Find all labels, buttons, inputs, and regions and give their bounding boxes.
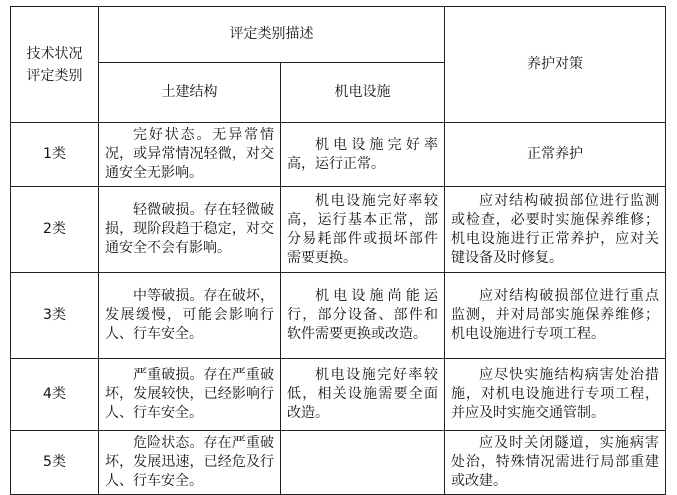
row-civil-text: 轻微破损。存在轻微破损，现阶段趋于稳定，对交通安全不会有影响。 xyxy=(99,187,281,273)
header-technical-condition-line2: 评定类别 xyxy=(26,67,83,84)
table-row xyxy=(11,431,666,495)
row-civil-text: 严重破损。存在严重破坏，发展较快，已经影响行人、行车安全。 xyxy=(99,359,281,431)
row-civil-text: 中等破损。存在破坏，发展缓慢，可能会影响行人、行车安全。 xyxy=(99,273,281,359)
row-mech-text: 机电设施完好率高，运行正常。 xyxy=(281,123,445,187)
table-row xyxy=(11,187,666,273)
tunnel-condition-table xyxy=(10,6,666,495)
row-countermeasure-text: 正常养护 xyxy=(445,123,666,187)
row-class-label: 3类 xyxy=(11,273,99,359)
header-technical-condition xyxy=(11,7,99,123)
row-countermeasure-text: 应及时关闭隧道，实施病害处治，特殊情况需进行局部重建或改建。 xyxy=(445,431,666,495)
header-mech-facility: 机电设施 xyxy=(281,63,445,123)
header-technical-condition-line1: 技术状况 xyxy=(26,45,83,62)
header-row-1 xyxy=(11,7,666,63)
row-civil-text: 危险状态。存在严重破坏，发展迅速，已经危及行人、行车安全。 xyxy=(99,431,281,495)
table-row xyxy=(11,273,666,359)
header-category-description: 评定类别描述 xyxy=(99,7,445,63)
row-countermeasure-text: 应对结构破损部位进行重点监测，并对局部实施保养维修；机电设施进行专项工程。 xyxy=(445,273,666,359)
row-class-label: 1类 xyxy=(11,123,99,187)
row-class-label: 5类 xyxy=(11,431,99,495)
row-class-label: 4类 xyxy=(11,359,99,431)
header-civil-structure: 土建结构 xyxy=(99,63,281,123)
row-countermeasure-text: 应尽快实施结构病害处治措施，对机电设施进行专项工程，并应及时实施交通管制。 xyxy=(445,359,666,431)
row-mech-text: 机电设施完好率较低，相关设施需要全面改造。 xyxy=(281,359,445,431)
table-row xyxy=(11,123,666,187)
header-countermeasure: 养护对策 xyxy=(445,7,666,123)
row-mech-text: 机电设施尚能运行，部分设备、部件和软件需要更换或改造。 xyxy=(281,273,445,359)
row-countermeasure-text: 应对结构破损部位进行监测或检查，必要时实施保养维修；机电设施进行正常养护，应对关键设备及时修复。 xyxy=(445,187,666,273)
table-row xyxy=(11,359,666,431)
row-class-label: 2类 xyxy=(11,187,99,273)
row-civil-text: 完好状态。无异常情况，或异常情况轻微，对交通安全无影响。 xyxy=(99,123,281,187)
row-mech-text: 机电设施完好率较高，运行基本正常，部分易耗部件或损坏部件需要更换。 xyxy=(281,187,445,273)
row-mech-text xyxy=(281,431,445,495)
